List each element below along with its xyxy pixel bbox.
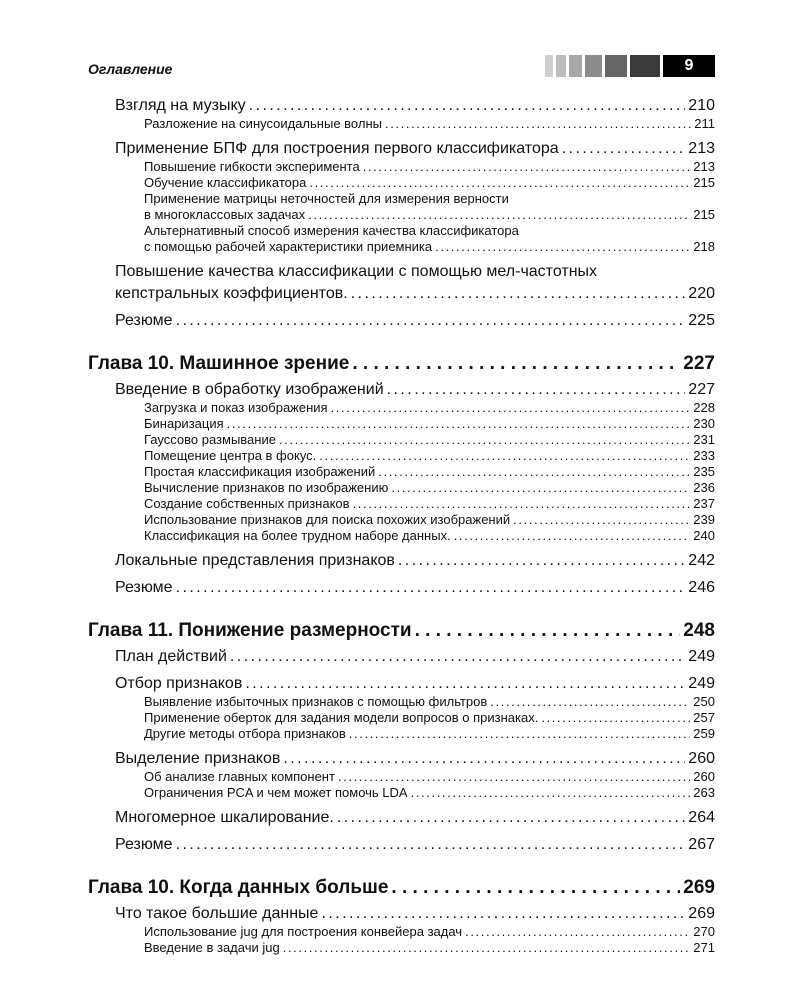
toc-entry-title: Разложение на синусоидальные волны — [144, 116, 382, 131]
toc-entry-page: 242 — [688, 552, 715, 569]
toc-entry-title: План действий — [115, 648, 227, 665]
toc-subentry[interactable] — [88, 480, 715, 496]
toc-chapter-title: Глава 10. Машинное зрение — [88, 353, 350, 374]
toc-entry-title: в многоклассовых задачах — [144, 207, 306, 222]
toc-entry-page: 260 — [688, 750, 715, 767]
toc-entry-title: Ограничения PCA и чем может помочь LDA — [144, 785, 408, 800]
toc-chapter-page: 269 — [683, 877, 715, 898]
toc-subentry[interactable] — [88, 940, 715, 956]
toc-entry-page: 269 — [688, 905, 715, 922]
toc-entry-page: 215 — [693, 207, 715, 222]
toc-entry-page: 249 — [688, 648, 715, 665]
toc-subentry[interactable] — [88, 448, 715, 464]
toc-subentry[interactable] — [88, 239, 715, 255]
toc-entry-title: Локальные представления признаков — [115, 552, 395, 569]
toc-entry[interactable] — [88, 673, 715, 694]
toc-entry-title: Об анализе главных компонент — [144, 769, 335, 784]
toc-entry-title: Гауссово размывание — [144, 432, 276, 447]
toc-entry-title: Помещение центра в фокус. — [144, 448, 317, 463]
toc-entry-page: 257 — [693, 710, 715, 725]
toc-entry-title: Многомерное шкалирование. — [115, 809, 334, 826]
toc-entry[interactable] — [88, 646, 715, 667]
toc-entry-page: 220 — [688, 285, 715, 302]
toc-entry-title: Отбор признаков — [115, 675, 243, 692]
toc-subentry-line1: Применение матрицы неточностей для измерения верности — [144, 191, 509, 206]
toc-subentry[interactable] — [88, 726, 715, 742]
toc-chapter-title: Глава 10. Когда данных больше — [88, 877, 389, 898]
toc-entry-page: 230 — [693, 416, 715, 431]
toc-entry-page: 233 — [693, 448, 715, 463]
table-of-contents — [88, 94, 715, 956]
toc-entry-page: 210 — [688, 97, 715, 114]
toc-entry-title: Взгляд на музыку — [115, 97, 246, 114]
page-number: 9 — [663, 55, 715, 77]
toc-entry-page: 270 — [693, 924, 715, 939]
toc-entry-page: 264 — [688, 809, 715, 826]
toc-entry-title: Повышение гибкости эксперимента — [144, 159, 360, 174]
toc-chapter[interactable] — [88, 351, 715, 377]
toc-chapter-page: 227 — [683, 353, 715, 374]
toc-entry-page: 263 — [693, 785, 715, 800]
toc-entry-page: 228 — [693, 400, 715, 415]
toc-entry-title: Что такое большие данные — [115, 905, 319, 922]
toc-entry[interactable] — [88, 310, 715, 331]
toc-entry-page: 267 — [688, 836, 715, 853]
toc-entry-page: 237 — [693, 496, 715, 511]
toc-entry-page: 236 — [693, 480, 715, 495]
toc-entry[interactable] — [88, 807, 715, 828]
toc-entry-title: Введение в задачи jug — [144, 940, 280, 955]
header-decorative-bar — [542, 55, 715, 77]
toc-entry-page: 239 — [693, 512, 715, 527]
bar-segment — [545, 55, 553, 77]
running-header — [88, 55, 715, 79]
toc-entry-title: Применение оберток для задания модели вопросов о признаках. — [144, 710, 539, 725]
toc-entry[interactable] — [88, 379, 715, 400]
toc-subentry[interactable] — [88, 175, 715, 191]
toc-subentry[interactable] — [88, 116, 715, 132]
toc-entry[interactable] — [88, 748, 715, 769]
toc-subentry-line1: Альтернативный способ измерения качества классификатора — [144, 223, 519, 238]
toc-entry-title: Выявление избыточных признаков с помощью фильтров — [144, 694, 488, 709]
toc-chapter[interactable] — [88, 875, 715, 901]
bar-segment — [605, 55, 627, 77]
toc-entry-title: Вычисление признаков по изображению — [144, 480, 389, 495]
toc-subentry[interactable] — [88, 432, 715, 448]
toc-subentry[interactable] — [88, 416, 715, 432]
toc-entry-title: Загрузка и показ изображения — [144, 400, 328, 415]
toc-entry-title: Резюме — [115, 836, 173, 853]
toc-entry-title: кепстральных коэффициентов. — [115, 285, 348, 302]
bar-segment — [556, 55, 566, 77]
toc-entry-page: 250 — [693, 694, 715, 709]
toc-entry-title: Простая классификация изображений — [144, 464, 376, 479]
toc-subentry[interactable] — [88, 159, 715, 175]
toc-entry-line1: Повышение качества классификации с помощью мел-частотных — [115, 263, 598, 280]
toc-subentry[interactable] — [88, 924, 715, 940]
toc-subentry[interactable] — [88, 769, 715, 785]
running-header-title: Оглавление — [88, 61, 173, 77]
toc-entry-title: Введение в обработку изображений — [115, 381, 384, 398]
toc-entry-title: Обучение классификатора — [144, 175, 307, 190]
toc-entry[interactable] — [88, 834, 715, 855]
toc-entry-title: с помощью рабочей характеристики приемника — [144, 239, 433, 254]
toc-entry-page: 218 — [693, 239, 715, 254]
toc-entry-title: Классификация на более трудном наборе данных. — [144, 528, 451, 543]
toc-entry-page: 211 — [694, 116, 715, 131]
toc-entry-page: 249 — [688, 675, 715, 692]
toc-entry-title: Использование признаков для поиска похожих изображений — [144, 512, 511, 527]
toc-entry-title: Создание собственных признаков — [144, 496, 350, 511]
bar-segment — [585, 55, 602, 77]
toc-entry-title: Выделение признаков — [115, 750, 281, 767]
toc-subentry[interactable] — [88, 512, 715, 528]
toc-entry-title: Бинаризация — [144, 416, 224, 431]
toc-subentry[interactable] — [88, 496, 715, 512]
toc-entry-title: Резюме — [115, 579, 173, 596]
toc-subentry[interactable] — [88, 207, 715, 223]
toc-subentry[interactable] — [88, 528, 715, 544]
toc-subentry[interactable] — [88, 694, 715, 710]
toc-subentry[interactable] — [88, 710, 715, 726]
toc-subentry[interactable] — [88, 464, 715, 480]
toc-entry[interactable] — [88, 138, 715, 159]
bar-segment — [569, 55, 582, 77]
toc-entry-title: Резюме — [115, 312, 173, 329]
toc-entry-page: 260 — [693, 769, 715, 784]
toc-entry-page: 225 — [688, 312, 715, 329]
toc-chapter-page: 248 — [683, 620, 715, 641]
toc-entry-title: Другие методы отбора признаков — [144, 726, 346, 741]
toc-entry-page: 213 — [693, 159, 715, 174]
toc-entry[interactable] — [88, 903, 715, 924]
toc-entry-page: 259 — [693, 726, 715, 741]
toc-subentry[interactable] — [88, 400, 715, 416]
toc-entry[interactable] — [88, 95, 715, 116]
toc-entry[interactable] — [88, 577, 715, 598]
toc-entry-page: 227 — [688, 381, 715, 398]
toc-entry[interactable] — [88, 550, 715, 571]
toc-entry[interactable] — [88, 283, 715, 304]
toc-chapter[interactable] — [88, 618, 715, 644]
toc-chapter-title: Глава 11. Понижение размерности — [88, 620, 412, 641]
toc-entry-page: 271 — [693, 940, 715, 955]
toc-entry-page: 231 — [693, 432, 715, 447]
bar-segment — [630, 55, 660, 77]
toc-entry-title: Применение БПФ для построения первого классификатора — [115, 140, 559, 157]
toc-entry-page: 246 — [688, 579, 715, 596]
toc-entry-page: 215 — [693, 175, 715, 190]
toc-entry-page: 213 — [688, 140, 715, 157]
toc-entry-page: 240 — [693, 528, 715, 543]
toc-entry-title: Использование jug для построения конвейера задач — [144, 924, 463, 939]
toc-entry-page: 235 — [693, 464, 715, 479]
toc-subentry[interactable] — [88, 785, 715, 801]
